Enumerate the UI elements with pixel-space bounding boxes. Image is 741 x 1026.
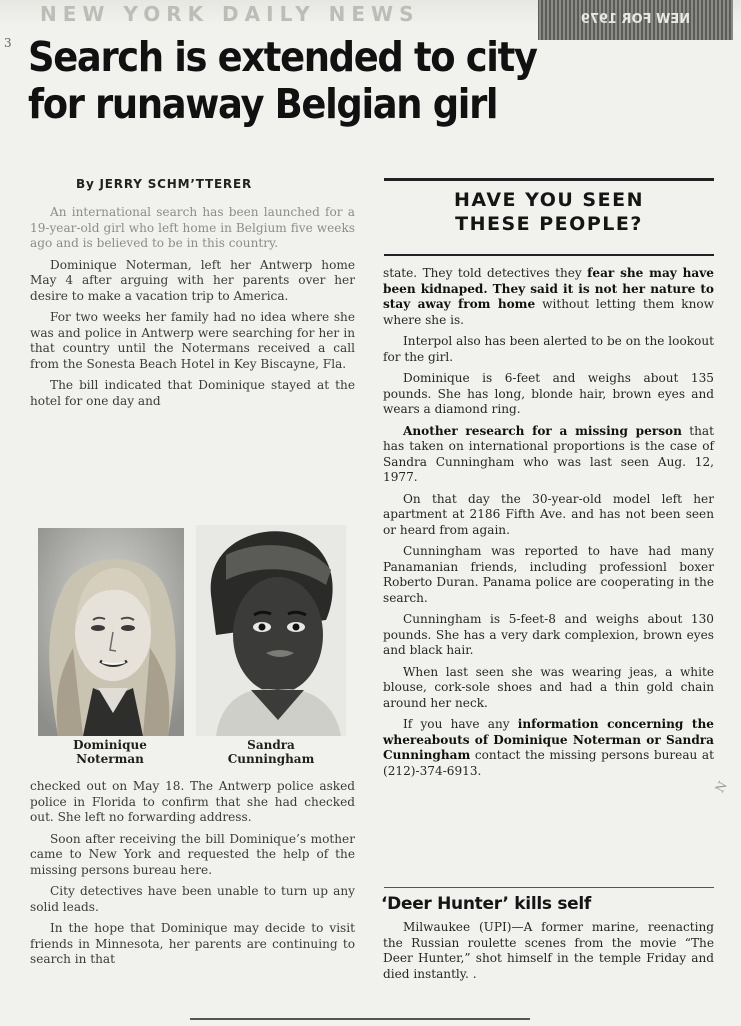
headline-line-2: for runaway Belgian girl <box>28 80 498 128</box>
sidebar-top-rule <box>384 178 714 181</box>
photo-caption-1 <box>40 738 180 766</box>
article-headline <box>28 34 586 128</box>
article-paragraph: City detectives have been unable to turn up any solid leads. <box>30 884 355 914</box>
sidebar-paragraph: On that day the 30-year-old model left her apartment at 2186 Fifth Ave. and has not been seen or heard from again. <box>383 491 714 537</box>
masthead-corner-label: NEW FOR 1979 <box>538 0 733 40</box>
sidebar-paragraph: When last seen she was wearing jeas, a white blouse, cork-sole shoes and had a thin gold chain around her neck. <box>383 664 714 710</box>
article-paragraph: For two weeks her family had no idea where she was and police in Antwerp were searching for her in that country until the Notermans received a call from the Sonesta Beach Hotel in Key Biscayne, Fla. <box>30 310 355 371</box>
bottom-page-rule <box>190 1018 530 1026</box>
bold-run: fear she may have been kidnaped. They said it is not her nature to stay away <box>383 266 714 311</box>
sidebar-title <box>384 188 714 236</box>
caption-line: Noterman <box>76 752 144 766</box>
text-run: contact the missing persons bureau at (212)-374-6913. <box>383 748 714 778</box>
article-paragraph: checked out on May 18. The Antwerp police asked police in Florida to confirm that she had checked out. She left no forwarding address. <box>30 779 355 824</box>
portrait-photo-2 <box>196 525 346 736</box>
article-paragraph: The bill indicated that Dominique stayed at the hotel for one day and <box>30 378 355 408</box>
photo-dominique-noterman <box>38 528 184 736</box>
headline-line-1: Search is extended to city <box>28 33 537 81</box>
article-column-left-top <box>30 205 355 415</box>
caption-line: Cunningham <box>227 752 315 766</box>
sidebar-paragraph <box>383 717 714 779</box>
brief-headline: ‘Deer Hunter’ kills self <box>381 894 591 914</box>
sidebar-paragraph: Dominique is 6-feet and weighs about 135 pounds. She has long, blonde hair, brown eyes and wears a diamond ring. <box>383 371 714 416</box>
sidebar-title-line-2: THESE PEOPLE? <box>455 213 643 235</box>
article-column-left-bottom <box>30 779 355 974</box>
text-run: that has taken on international proportions is the case of Sandra Cunningham who was last seen Aug. 12, 1977. <box>383 423 714 484</box>
sidebar-paragraph: Cunningham is 5-feet-8 and weighs about 130 pounds. She has a very dark complexion, brown eyes and black hair. <box>383 612 714 657</box>
sidebar-paragraph <box>383 424 714 486</box>
brief-paragraph: Milwaukee (UPI)—A former marine, reenacting the Russian roulette scenes from the movie “The Deer Hunter,” shot himself in the temple Friday and died instantly. . <box>383 920 714 981</box>
text-run: state. They told detectives they <box>383 266 588 280</box>
section-mark: 3 <box>4 36 12 50</box>
photo-caption-2 <box>196 738 346 766</box>
bold-run: Another research for a missing person <box>403 423 682 438</box>
brief-divider <box>384 887 714 888</box>
sidebar-paragraph <box>383 266 714 328</box>
brief-column <box>383 920 714 988</box>
masthead-faded-banner: NEW YORK DAILY NEWS <box>40 2 420 24</box>
sidebar-paragraph: Interpol also has been alerted to be on the lookout for the girl. <box>383 334 714 364</box>
sidebar-bottom-rule <box>384 254 714 256</box>
byline: By JERRY SCHM’TTERER <box>76 177 253 191</box>
article-paragraph: Dominique Noterman, left her Antwerp home May 4 after arguing with her parents over her desire to make a vacation trip to America. <box>30 257 355 303</box>
bold-run: information concerning the whereabouts of Dominique Noterman or Sandra Cunningham <box>383 717 714 762</box>
text-run: If you have any <box>403 717 518 731</box>
edge-mark: N <box>712 778 730 796</box>
sidebar-column <box>383 266 714 785</box>
article-paragraph: Soon after receiving the bill Dominique’s mother came to New York and requested the help of the missing persons bureau here. <box>30 831 355 877</box>
bold-run: from home <box>458 297 536 311</box>
portrait-photo-1 <box>38 528 184 736</box>
article-paragraph: In the hope that Dominique may decide to visit friends in Minnesota, her parents are continuing to search in that <box>30 921 355 966</box>
caption-line: Sandra <box>247 738 295 752</box>
text-run: without letting them know where she is. <box>383 297 715 327</box>
sidebar-title-line-1: HAVE YOU SEEN <box>454 189 644 211</box>
caption-line: Dominique <box>73 738 147 752</box>
sidebar-paragraph: Cunningham was reported to have had many Panamanian friends, including professionl boxer Roberto Duran. Panama police are cooperating in the search. <box>383 544 714 605</box>
photo-sandra-cunningham <box>196 525 346 736</box>
article-paragraph: An international search has been launched for a 19-year-old girl who left home in Belgium five weeks ago and is believed to be in this country. <box>30 205 355 250</box>
